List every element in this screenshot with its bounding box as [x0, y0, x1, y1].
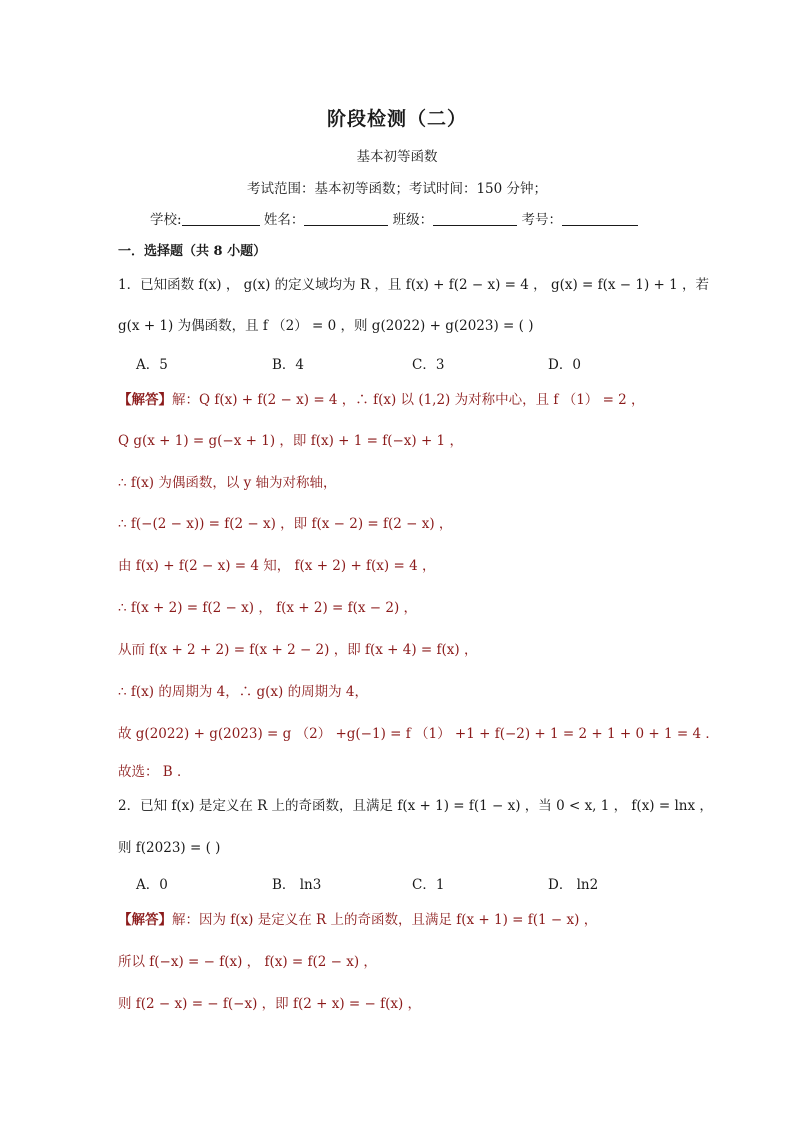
- info-fields: [150, 208, 638, 228]
- field-school-label: 学校:: [150, 212, 182, 228]
- page-subtitle: 基本初等函数: [356, 149, 438, 165]
- q2-solution-line3: 则 f(2 − x) = − f(−x) ，即 f(2 + x) = − f(x) ，: [118, 996, 422, 1012]
- q1-solution-line5: 由 f(x) + f(2 − x) = 4 知， f(x + 2) + f(x) = 4 ，: [118, 558, 436, 574]
- field-number-label: 考号：: [521, 212, 562, 228]
- q2-stem-line1: 2．已知 f(x) 是定义在 R 上的奇函数，且满足 f(x + 1) = f(1 − x) ，当 0 < x, 1 ， f(x) = lnx ，: [118, 798, 713, 814]
- q2-solution-line2: 所以 f(−x) = − f(x) ， f(x) = f(2 − x) ，: [118, 954, 377, 970]
- q1-solution-line9: 故 g(2022) + g(2023) = g （2） +g(−1) = f （1） +1 + f(−2) + 1 = 2 + 1 + 0 + 1 = 4 ．: [118, 726, 719, 742]
- q1-stem-line2: g(x + 1) 为偶函数，且 f （2） = 0 ，则 g(2022) + g(2023) = ( ): [118, 318, 534, 334]
- q1-solution-text1: 解：Q f(x) + f(2 − x) = 4 ，∴ f(x) 以 (1,2) 为对称中心，且 f （1） = 2 ，: [172, 392, 645, 408]
- q2-stem-line2: 则 f(2023) = ( ): [118, 840, 221, 856]
- q1-solution-line4: ∴ f(−(2 − x)) = f(2 − x) ，即 f(x − 2) = f(2 − x) ，: [118, 516, 453, 532]
- q2-option-b: B． ln3: [272, 877, 322, 893]
- q1-option-d: D．0: [548, 357, 581, 373]
- school-blank[interactable]: [182, 211, 260, 226]
- q1-answer-tag: 【解答】: [118, 392, 172, 408]
- field-class-label: 班级：: [392, 212, 434, 228]
- q1-option-a: A．5: [136, 357, 168, 373]
- q1-final-answer: 故选： B ．: [118, 764, 191, 780]
- number-blank[interactable]: [562, 211, 638, 226]
- q2-option-c: C．1: [412, 877, 445, 893]
- q1-option-b: B．4: [272, 357, 305, 373]
- section-heading: 一．选择题（共 8 小题）: [118, 244, 267, 259]
- q2-solution-line1: [118, 908, 597, 928]
- q1-option-c: C．3: [412, 357, 445, 373]
- q2-option-a: A．0: [136, 877, 168, 893]
- q1-solution-line8: ∴ f(x) 的周期为 4，∴ g(x) 的周期为 4，: [118, 684, 368, 700]
- q2-solution-text1: 解：因为 f(x) 是定义在 R 上的奇函数，且满足 f(x + 1) = f(1 − x) ，: [172, 912, 598, 928]
- q2-option-d: D． ln2: [548, 877, 599, 893]
- q1-solution-line7: 从而 f(x + 2 + 2) = f(x + 2 − 2) ，即 f(x + 4) = f(x) ，: [118, 642, 478, 658]
- q1-solution-line6: ∴ f(x + 2) = f(2 − x) ， f(x + 2) = f(x − 2) ，: [118, 600, 418, 616]
- q1-solution-line2: Q g(x + 1) = g(−x + 1) ，即 f(x) + 1 = f(−x) + 1 ，: [118, 433, 463, 449]
- q1-solution-line1: [118, 388, 645, 408]
- class-blank[interactable]: [433, 211, 517, 226]
- name-blank[interactable]: [304, 211, 388, 226]
- q2-answer-tag: 【解答】: [118, 912, 172, 928]
- page-title: 阶段检测（二）: [326, 108, 467, 130]
- exam-scope: 考试范围：基本初等函数；考试时间：150 分钟；: [246, 181, 548, 197]
- q1-stem-line1: 1．已知函数 f(x) ， g(x) 的定义域均为 R ，且 f(x) + f(2 − x) = 4 ， g(x) = f(x − 1) + 1 ，若: [118, 277, 710, 293]
- field-name-label: 姓名：: [263, 212, 305, 228]
- q1-solution-line3: ∴ f(x) 为偶函数，以 y 轴为对称轴，: [118, 475, 337, 491]
